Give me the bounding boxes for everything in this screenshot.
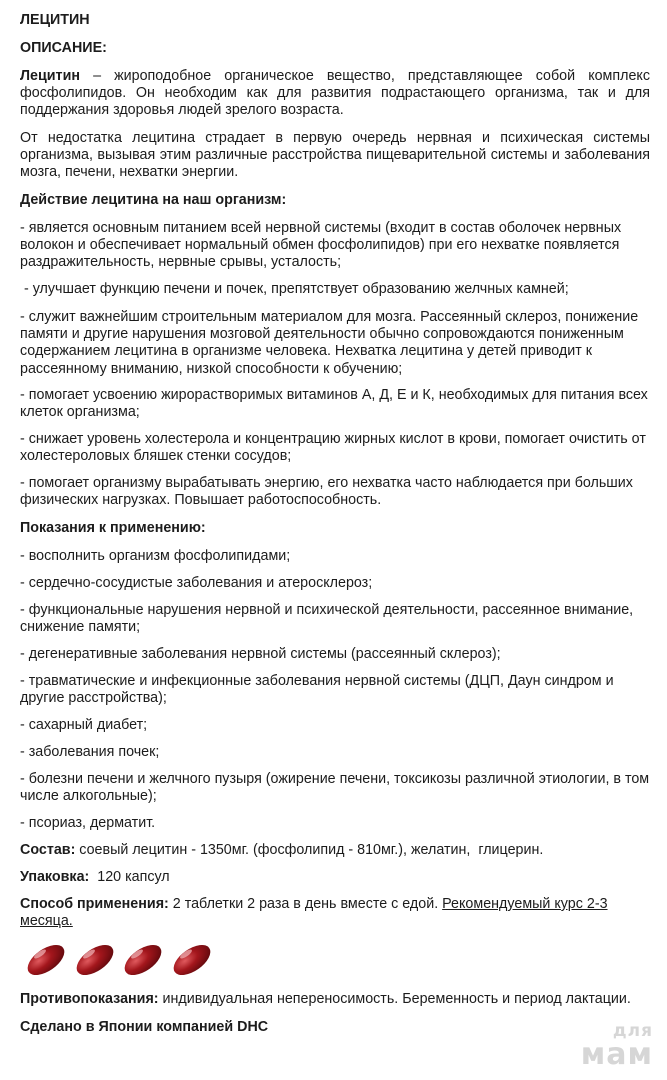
intro-text: – жироподобное органическое вещество, представляющее собой комплекс фосфолипидов. Он необходим как для развития подрастающего организма, так и для поддержания здоровья людей зрелого возраста. xyxy=(20,68,650,119)
action-item: - помогает усвоению жирорастворимых витаминов А, Д, Е и К, необходимых для питания всех клеток организма; xyxy=(20,387,648,421)
usage-label: Способ применения: xyxy=(20,896,169,912)
contraindications-line xyxy=(20,991,650,1008)
recommended-course-link[interactable]: Рекомендуемый курс 2-3 месяца. xyxy=(20,896,608,930)
indication-item: - сердечно-сосудистые заболевания и атеросклероз; xyxy=(20,575,373,591)
contraindications-text: индивидуальная непереносимость. Беременность и период лактации. xyxy=(158,991,631,1007)
watermark-line-1: для xyxy=(612,1021,653,1041)
capsule-icon xyxy=(22,939,69,978)
indication-item: - псориаз, дерматит. xyxy=(20,815,156,831)
action-item: - помогает организму вырабатывать энергию, его нехватка часто наблюдается при больших физических нагрузках. Повышает работоспособность. xyxy=(20,475,633,509)
package-line xyxy=(20,869,650,886)
capsules-image xyxy=(22,938,222,978)
description-heading: ОПИСАНИЕ: xyxy=(20,40,107,56)
made-in-line: Сделано в Японии компанией DHC xyxy=(20,1019,269,1035)
indication-item: - болезни печени и желчного пузыря (ожирение печени, токсикозы различной этиологии, в том числе алкогольные); xyxy=(20,771,650,805)
indication-item: - функциональные нарушения нервной и психической деятельности, рассеянное внимание, снижение памяти; xyxy=(20,602,634,636)
capsule-icon xyxy=(71,939,118,978)
indication-item: - сахарный диабет; xyxy=(20,717,148,733)
watermark-line-2: мам xyxy=(580,1037,653,1072)
indication-item: - травматические и инфекционные заболевания нервной системы (ДЦП, Даун синдром и другие расстройства); xyxy=(20,673,614,707)
action-item: - снижает уровень холестерола и концентрацию жирных кислот в крови, помогает очистить от холестероловых бляшек стенки сосудов; xyxy=(20,431,646,465)
deficiency-paragraph: От недостатка лецитина страдает в первую очередь нервная и психическая системы организма, вызывая этим различные расстройства пищеварительной системы и заболевания мозга, печени, нехватки энергии. xyxy=(20,130,650,181)
action-heading: Действие лецитина на наш организм: xyxy=(20,192,287,208)
composition-label: Состав: xyxy=(20,842,76,858)
usage-line xyxy=(20,896,650,930)
contraindications-label: Противопоказания: xyxy=(20,991,159,1007)
capsule-icon xyxy=(168,939,215,978)
composition-text: соевый лецитин - 1350мг. (фосфолипид - 810мг.), желатин, глицерин. xyxy=(75,842,544,858)
package-label: Упаковка: xyxy=(20,869,90,885)
indication-item: - восполнить организм фосфолипидами; xyxy=(20,548,291,564)
indication-item: - дегенеративные заболевания нервной системы (рассеянный склероз); xyxy=(20,646,501,662)
action-item: - служит важнейшим строительным материалом для мозга. Рассеянный склероз, понижение памяти и другие нарушения мозговой деятельности обычно сопровождаются пониженным содержанием лецитина в организме человека. Нехватка лецитина у детей приводит к рассеянному вниманию, низкой способности к обучению; xyxy=(20,309,639,377)
indications-heading: Показания к применению: xyxy=(20,520,206,536)
capsule-icon xyxy=(119,939,166,978)
action-item: - улучшает функцию печени и почек, препятствует образованию желчных камней; xyxy=(20,281,569,297)
watermark-logo xyxy=(581,1022,653,1070)
intro-paragraph xyxy=(20,68,650,120)
action-item: - является основным питанием всей нервной системы (входит в состав оболочек нервных волокон и обеспечивает нормальный обмен фосфолипидов) при его нехватке появляется раздражительность, нервные срывы, усталость; xyxy=(20,220,622,271)
usage-text: 2 таблетки 2 раза в день вместе с едой. xyxy=(168,896,443,912)
composition-line xyxy=(20,842,650,859)
package-text: 120 капсул xyxy=(89,869,170,885)
intro-term: Лецитин xyxy=(20,68,80,84)
page-title: ЛЕЦИТИН xyxy=(20,12,90,28)
indication-item: - заболевания почек; xyxy=(20,744,160,760)
